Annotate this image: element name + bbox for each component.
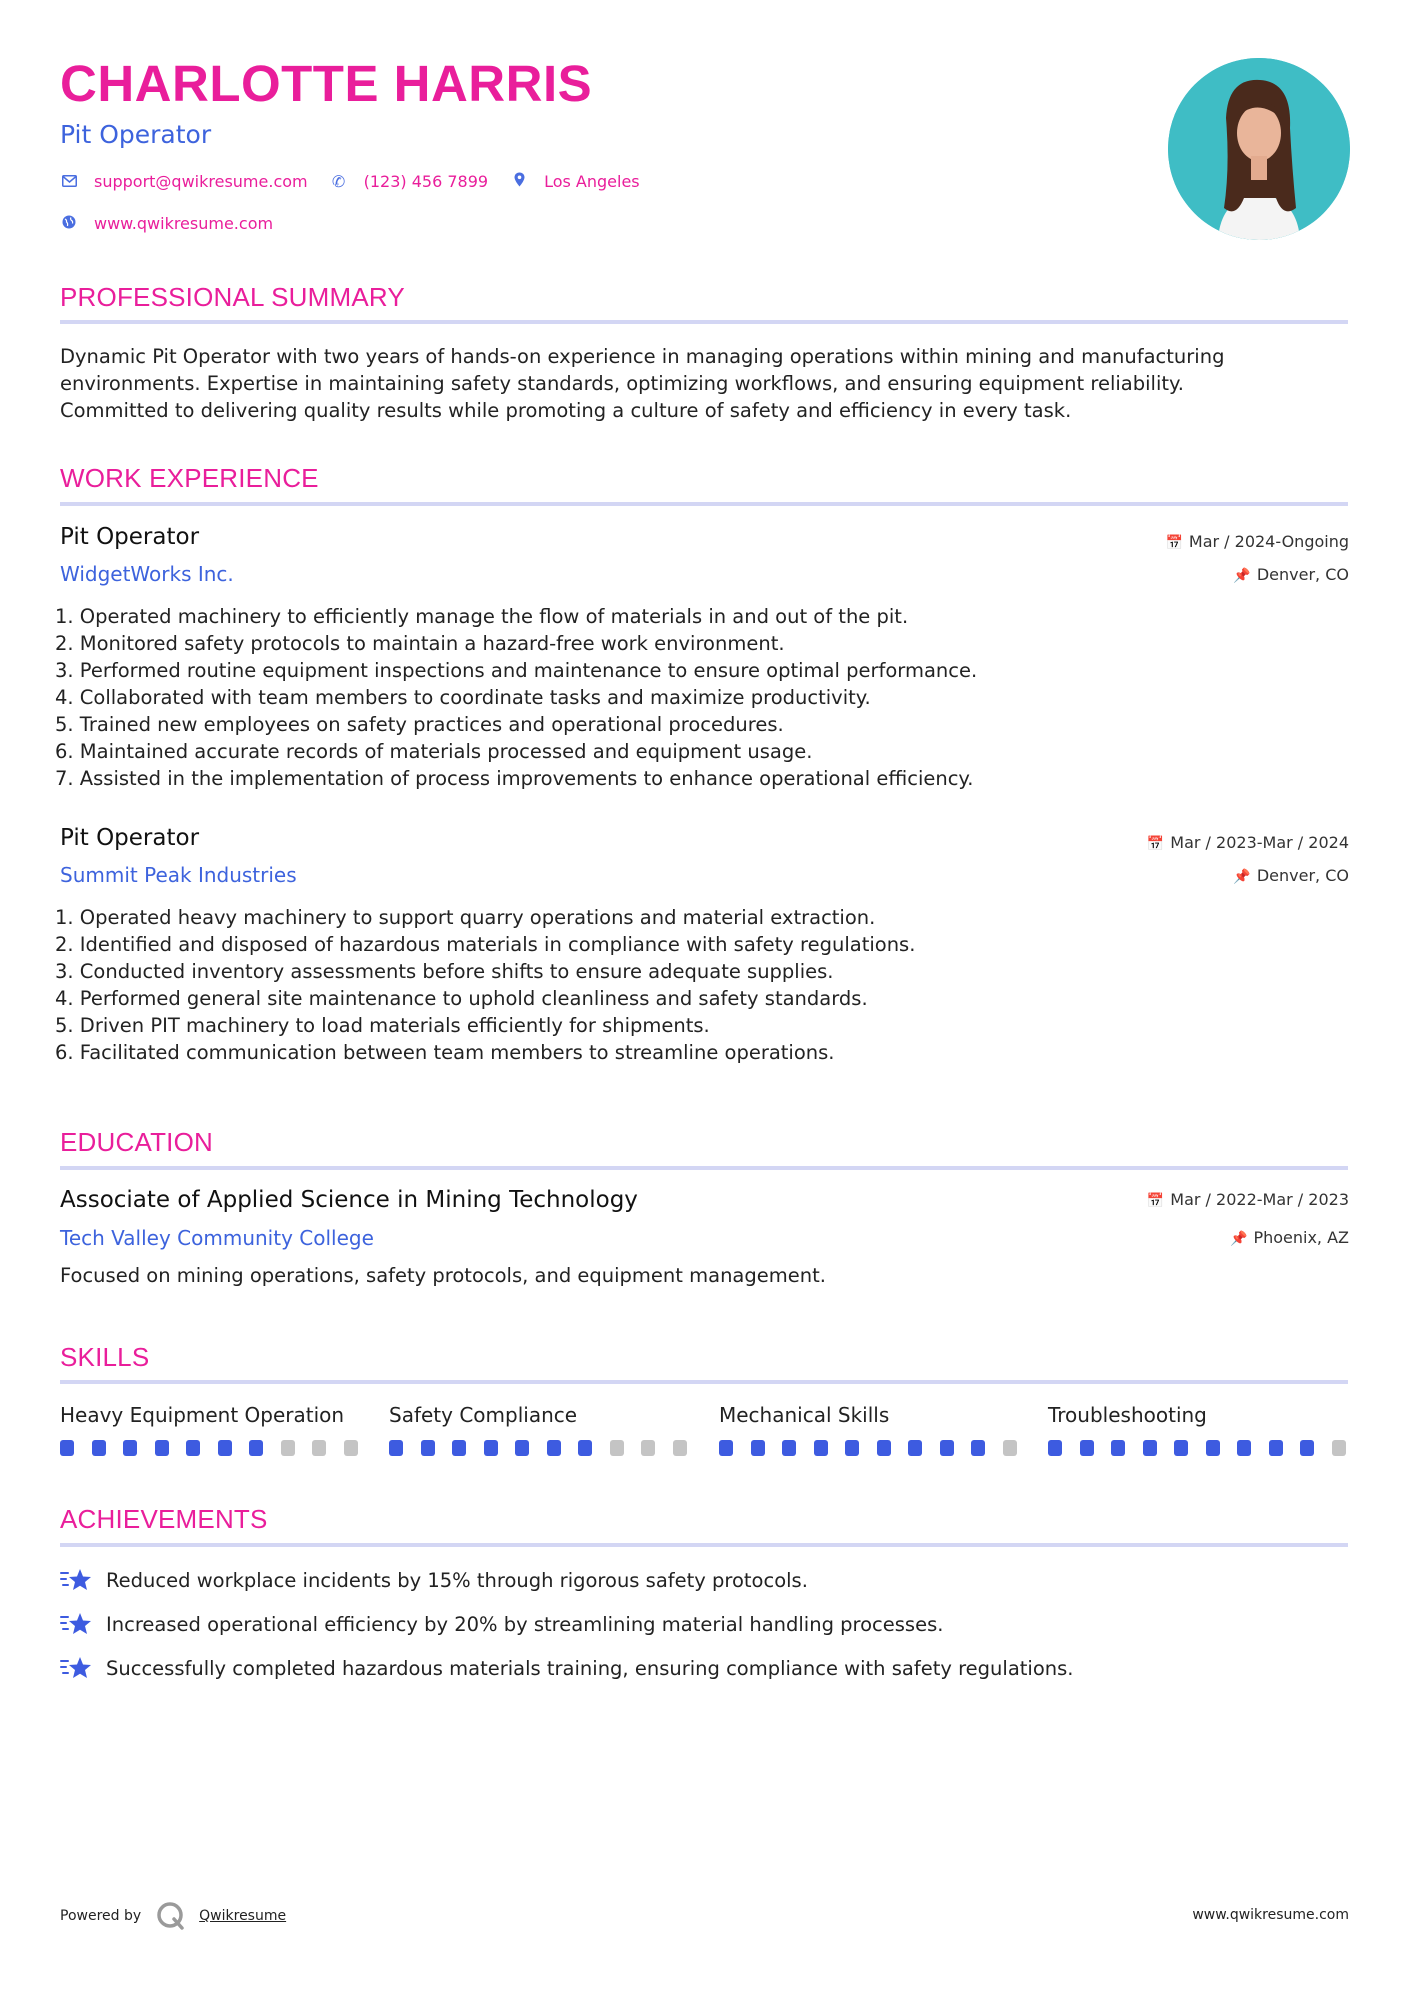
list-item: 3. Conducted inventory assessments before shifts to ensure adequate supplies. <box>55 960 834 983</box>
skill-dot-filled <box>60 1440 74 1456</box>
email-link[interactable]: support@qwikresume.com <box>94 172 308 191</box>
education-description: Focused on mining operations, safety protocols, and equipment management. <box>60 1264 826 1287</box>
pushpin-icon: 📌 <box>1233 568 1251 584</box>
skill-dot-filled <box>1300 1440 1314 1456</box>
skill-dot-filled <box>1237 1440 1251 1456</box>
achievements-heading: ACHIEVEMENTS <box>60 1504 268 1534</box>
job-dates-text: Mar / 2023-Mar / 2024 <box>1170 833 1349 852</box>
skill-dot-empty <box>673 1440 687 1456</box>
achievement-text: Increased operational efficiency by 20% by streamlining material handling processes. <box>106 1612 944 1636</box>
school-name: Tech Valley Community College <box>60 1226 374 1250</box>
skill-dot-empty <box>344 1440 358 1456</box>
summary-line: Committed to delivering quality results while promoting a culture of safety and efficiency in every task. <box>60 399 1072 422</box>
achievement-text: Reduced workplace incidents by 15% through rigorous safety protocols. <box>106 1568 808 1592</box>
education-heading: EDUCATION <box>60 1127 213 1157</box>
list-item: 4. Performed general site maintenance to uphold cleanliness and safety standards. <box>55 987 868 1010</box>
website-link[interactable]: www.qwikresume.com <box>94 214 274 233</box>
skill-name: Troubleshooting <box>1048 1403 1207 1427</box>
job-dates-text: Mar / 2024-Ongoing <box>1188 532 1349 551</box>
skill-dot-filled <box>1111 1440 1125 1456</box>
skill-dot-filled <box>1174 1440 1188 1456</box>
job-company: WidgetWorks Inc. <box>60 562 234 586</box>
list-item: 5. Trained new employees on safety practices and operational procedures. <box>55 713 784 736</box>
skill-dot-filled <box>845 1440 859 1456</box>
location-pin-icon <box>510 172 528 191</box>
skill-dot-filled <box>877 1440 891 1456</box>
summary-text <box>60 343 1350 424</box>
skill-dot-filled <box>578 1440 592 1456</box>
list-item: 1. Operated heavy machinery to support quarry operations and material extraction. <box>55 906 876 929</box>
list-item: 4. Collaborated with team members to coordinate tasks and maximize productivity. <box>55 686 871 709</box>
list-item: 3. Performed routine equipment inspections and maintenance to ensure optimal performance. <box>55 659 978 682</box>
skill-dot-filled <box>908 1440 922 1456</box>
experience-heading: WORK EXPERIENCE <box>60 463 319 493</box>
skill-dot-filled <box>971 1440 985 1456</box>
skill-dot-filled <box>719 1440 733 1456</box>
list-item: 6. Maintained accurate records of materials processed and equipment usage. <box>55 740 813 763</box>
website-row <box>60 214 273 233</box>
skill-dot-filled <box>515 1440 529 1456</box>
pushpin-icon: 📌 <box>1233 869 1251 885</box>
candidate-name: CHARLOTTE HARRIS <box>60 55 593 112</box>
star-icon <box>60 1611 92 1637</box>
education-divider <box>60 1166 1348 1170</box>
skill-dot-filled <box>155 1440 169 1456</box>
summary-heading: PROFESSIONAL SUMMARY <box>60 282 405 312</box>
skill-dot-empty <box>641 1440 655 1456</box>
phone-text: (123) 456 7899 <box>363 172 489 191</box>
brand-link[interactable]: Qwikresume <box>199 1908 287 1924</box>
skill-rating <box>1048 1440 1363 1456</box>
job-title: Pit Operator <box>60 825 200 851</box>
experience-divider <box>60 502 1348 506</box>
skill-dot-empty <box>610 1440 624 1456</box>
skill-dot-filled <box>421 1440 435 1456</box>
achievement-item <box>60 1655 1074 1681</box>
skill-dot-filled <box>1143 1440 1157 1456</box>
skill-name: Mechanical Skills <box>719 1403 890 1427</box>
job-company: Summit Peak Industries <box>60 863 297 887</box>
achievement-item <box>60 1611 943 1637</box>
job-location <box>1233 565 1349 584</box>
candidate-title: Pit Operator <box>60 120 212 149</box>
education-dates-text: Mar / 2022-Mar / 2023 <box>1170 1190 1349 1209</box>
skill-dot-filled <box>123 1440 137 1456</box>
skill-dot-filled <box>751 1440 765 1456</box>
achievement-text: Successfully completed hazardous materials training, ensuring compliance with safety regulations. <box>106 1656 1074 1680</box>
skill-rating <box>60 1440 375 1456</box>
calendar-icon: 📅 <box>1165 535 1183 551</box>
list-item: 5. Driven PIT machinery to load materials efficiently for shipments. <box>55 1014 710 1037</box>
location-text: Los Angeles <box>544 172 640 191</box>
footer-powered-by <box>60 1901 286 1931</box>
skill-name: Safety Compliance <box>389 1403 578 1427</box>
qwikresume-logo-icon <box>155 1901 187 1931</box>
job-responsibilities <box>55 904 915 1066</box>
summary-divider <box>60 320 1348 324</box>
job-title: Pit Operator <box>60 524 200 550</box>
achievements-divider <box>60 1543 1348 1547</box>
skill-dot-filled <box>940 1440 954 1456</box>
summary-line: Dynamic Pit Operator with two years of hands-on experience in managing operations within mining and manufacturing <box>60 345 1225 368</box>
skill-dot-filled <box>1048 1440 1062 1456</box>
star-icon <box>60 1655 92 1681</box>
list-item: 2. Identified and disposed of hazardous materials in compliance with safety regulations. <box>55 933 916 956</box>
skill-dot-filled <box>452 1440 466 1456</box>
skills-divider <box>60 1380 1348 1384</box>
skill-dot-filled <box>92 1440 106 1456</box>
skill-dot-filled <box>484 1440 498 1456</box>
achievement-item <box>60 1567 808 1593</box>
skill-name: Heavy Equipment Operation <box>60 1403 345 1427</box>
profile-photo <box>1168 58 1350 240</box>
skill-dot-filled <box>218 1440 232 1456</box>
list-item: 1. Operated machinery to efficiently manage the flow of materials in and out of the pit. <box>55 605 909 628</box>
list-item: 7. Assisted in the implementation of process improvements to enhance operational efficiency. <box>55 767 974 790</box>
star-icon <box>60 1567 92 1593</box>
education-location <box>1230 1228 1349 1247</box>
skill-dot-empty <box>281 1440 295 1456</box>
skill-dot-filled <box>1206 1440 1220 1456</box>
footer-url[interactable]: www.qwikresume.com <box>1192 1907 1349 1923</box>
skill-dot-empty <box>312 1440 326 1456</box>
skill-dot-filled <box>389 1440 403 1456</box>
job-location <box>1233 866 1349 885</box>
job-location-text: Denver, CO <box>1256 565 1349 584</box>
job-location-text: Denver, CO <box>1256 866 1349 885</box>
email-icon <box>60 172 78 191</box>
summary-line: environments. Expertise in maintaining safety standards, optimizing workflows, and ensuring equipment reliability. <box>60 372 1184 395</box>
skill-rating <box>389 1440 704 1456</box>
degree-title: Associate of Applied Science in Mining Technology <box>60 1187 638 1213</box>
pushpin-icon: 📌 <box>1230 1231 1248 1247</box>
calendar-icon: 📅 <box>1146 836 1165 852</box>
job-responsibilities <box>55 603 977 792</box>
calendar-icon: 📅 <box>1146 1193 1165 1209</box>
education-dates <box>1147 1190 1349 1209</box>
skill-rating <box>719 1440 1034 1456</box>
job-dates <box>1165 532 1349 551</box>
phone-icon: ✆ <box>331 172 346 191</box>
powered-by-label: Powered by <box>60 1908 142 1924</box>
skill-dot-filled <box>782 1440 796 1456</box>
skill-dot-filled <box>1080 1440 1094 1456</box>
list-item: 2. Monitored safety protocols to maintain a hazard-free work environment. <box>55 632 785 655</box>
skill-dot-filled <box>814 1440 828 1456</box>
skill-dot-filled <box>547 1440 561 1456</box>
contact-row <box>60 172 640 191</box>
skill-dot-filled <box>186 1440 200 1456</box>
skills-heading: SKILLS <box>60 1342 150 1372</box>
list-item: 6. Facilitated communication between team members to streamline operations. <box>55 1041 835 1064</box>
skill-dot-empty <box>1003 1440 1017 1456</box>
skill-dot-filled <box>1269 1440 1283 1456</box>
skill-dot-filled <box>249 1440 263 1456</box>
globe-icon <box>60 214 78 233</box>
job-dates <box>1147 833 1349 852</box>
skill-dot-empty <box>1332 1440 1346 1456</box>
education-location-text: Phoenix, AZ <box>1253 1228 1349 1247</box>
